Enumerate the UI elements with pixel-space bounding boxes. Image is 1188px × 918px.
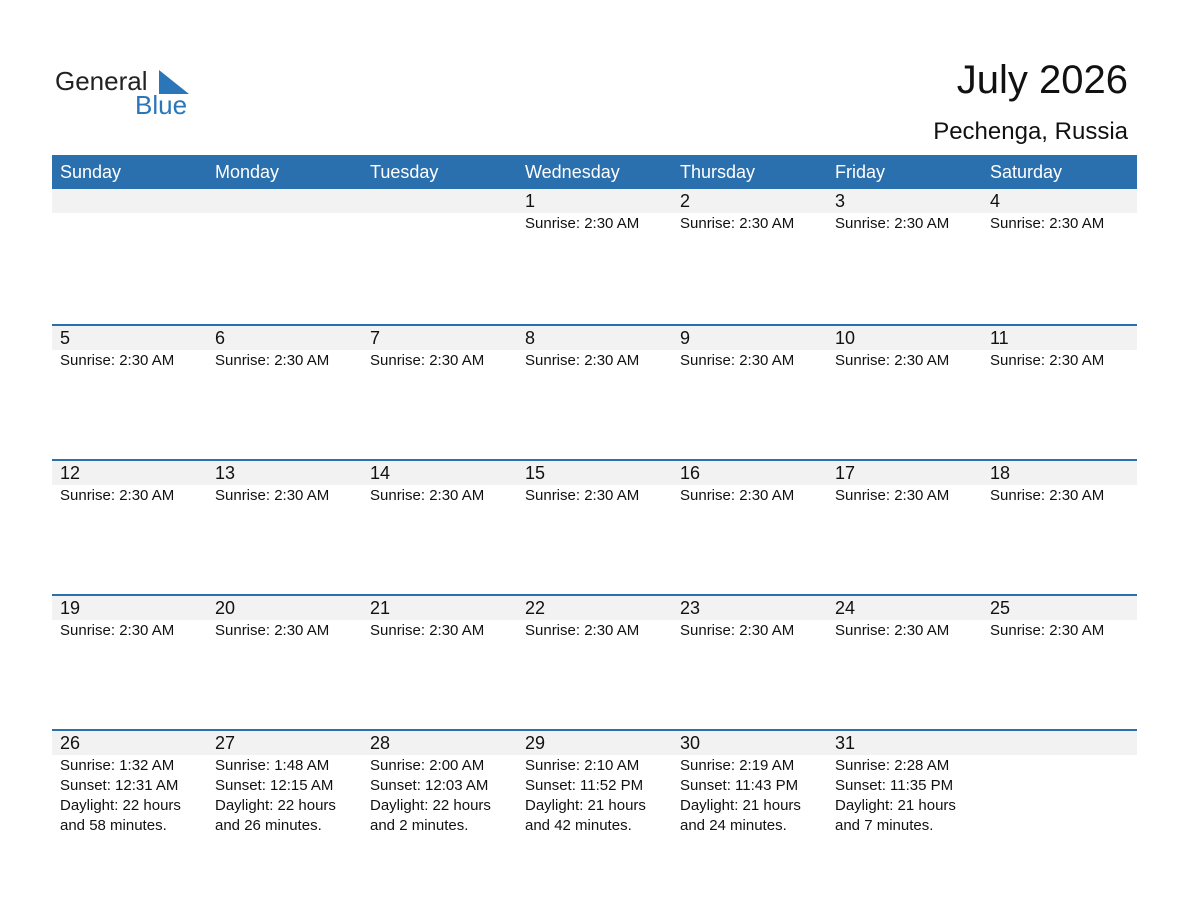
day-info-line: and 42 minutes. (525, 817, 632, 834)
day-info (990, 351, 1104, 371)
day-info-line: and 58 minutes. (60, 817, 167, 834)
day-cell (672, 324, 827, 459)
day-cell (207, 189, 362, 324)
week-row (52, 594, 1137, 729)
day-cell (362, 189, 517, 324)
day-info (525, 351, 639, 371)
day-info (525, 756, 646, 836)
day-info-line: Sunset: 12:15 AM (215, 777, 334, 794)
day-info (60, 351, 174, 371)
day-info (215, 351, 329, 371)
day-cell (52, 729, 207, 864)
day-number: 11 (990, 328, 1009, 348)
day-cell (827, 189, 982, 324)
day-number: 29 (525, 733, 546, 753)
day-info (215, 621, 329, 641)
day-info (990, 621, 1104, 641)
day-info-line: Sunrise: 2:30 AM (835, 215, 950, 232)
day-info-line: Sunrise: 2:30 AM (990, 622, 1105, 639)
day-number: 27 (215, 733, 236, 753)
day-cell (517, 459, 672, 594)
day-cell (207, 459, 362, 594)
logo-text-blue: Blue (135, 90, 188, 120)
day-cell (207, 594, 362, 729)
day-cell (982, 594, 1137, 729)
day-info (680, 214, 794, 234)
day-number: 31 (835, 733, 856, 753)
day-cell (207, 324, 362, 459)
weekday-wednesday: Wednesday (525, 162, 620, 182)
day-cell (827, 324, 982, 459)
day-info-line: Daylight: 21 hours (835, 797, 956, 814)
day-info (835, 621, 949, 641)
day-number: 7 (370, 328, 381, 348)
day-info-line: Sunrise: 2:30 AM (60, 352, 175, 369)
day-info-line: Sunrise: 2:30 AM (370, 487, 485, 504)
day-info (835, 351, 949, 371)
day-info (680, 351, 794, 371)
day-number: 3 (835, 191, 846, 211)
day-cell (517, 189, 672, 324)
day-number: 28 (370, 733, 391, 753)
day-info-line: Sunrise: 2:00 AM (370, 757, 485, 774)
day-info (215, 486, 329, 506)
day-info-line: Sunrise: 2:30 AM (215, 622, 330, 639)
day-cell (827, 594, 982, 729)
day-cell (982, 459, 1137, 594)
day-cell (52, 189, 207, 324)
day-info (215, 756, 336, 836)
day-info (835, 486, 949, 506)
day-cell (362, 729, 517, 864)
day-info-line: Sunset: 11:52 PM (525, 777, 644, 794)
day-info-line: Sunrise: 1:32 AM (60, 757, 175, 774)
day-info-line: Sunrise: 2:19 AM (680, 757, 795, 774)
day-info (835, 214, 949, 234)
weekday-header (52, 155, 1137, 189)
day-info-line: Sunrise: 2:10 AM (525, 757, 640, 774)
day-info-line: Sunset: 11:35 PM (835, 777, 954, 794)
day-info-line: and 7 minutes. (835, 817, 934, 834)
day-info-line: Sunrise: 2:30 AM (835, 622, 950, 639)
day-info-line: Daylight: 22 hours (370, 797, 491, 814)
day-info (370, 756, 491, 836)
day-info-line: Daylight: 22 hours (215, 797, 336, 814)
day-cell (982, 729, 1137, 864)
day-cell (52, 594, 207, 729)
day-cell (362, 459, 517, 594)
day-cell (827, 729, 982, 864)
location-subtitle: Pechenga, Russia (933, 118, 1128, 145)
day-info (60, 756, 181, 836)
day-cell (517, 729, 672, 864)
day-cell (672, 459, 827, 594)
day-number: 13 (215, 463, 236, 483)
day-number: 30 (680, 733, 701, 753)
day-info-line: Sunrise: 2:30 AM (525, 352, 640, 369)
day-number: 6 (215, 328, 226, 348)
day-cell (827, 459, 982, 594)
day-cell (362, 594, 517, 729)
day-cell (517, 594, 672, 729)
day-info-line: Sunrise: 2:30 AM (680, 622, 795, 639)
day-cell (672, 729, 827, 864)
day-cell (362, 324, 517, 459)
day-info-line: Sunrise: 2:30 AM (370, 622, 485, 639)
day-info-line: and 26 minutes. (215, 817, 322, 834)
day-info-line: Daylight: 21 hours (525, 797, 646, 814)
day-info (525, 621, 639, 641)
day-info-line: Sunrise: 2:30 AM (60, 487, 175, 504)
day-info (370, 351, 484, 371)
day-cell (52, 459, 207, 594)
day-info-line: Sunrise: 2:30 AM (525, 622, 640, 639)
day-info-line: Sunrise: 2:30 AM (525, 487, 640, 504)
day-number: 26 (60, 733, 81, 753)
day-number: 5 (60, 328, 71, 348)
day-info-line: Sunrise: 1:48 AM (215, 757, 330, 774)
day-info-line: Sunset: 12:31 AM (60, 777, 179, 794)
day-info-line: Sunrise: 2:30 AM (835, 487, 950, 504)
day-info-line: Sunrise: 2:30 AM (680, 215, 795, 232)
day-info-line: Daylight: 22 hours (60, 797, 181, 814)
day-info (370, 486, 484, 506)
day-cell (672, 189, 827, 324)
day-cell (207, 729, 362, 864)
day-cell (982, 324, 1137, 459)
day-number: 20 (215, 598, 236, 618)
day-info (680, 756, 801, 836)
day-info (60, 486, 174, 506)
day-cell (982, 189, 1137, 324)
day-info (835, 756, 956, 836)
day-info-line: Sunrise: 2:30 AM (990, 487, 1105, 504)
day-info-line: Sunset: 11:43 PM (680, 777, 799, 794)
day-info-line: Sunrise: 2:30 AM (525, 215, 640, 232)
day-number: 17 (835, 463, 856, 483)
logo (55, 66, 205, 120)
day-info (990, 214, 1104, 234)
day-info (680, 486, 794, 506)
day-cell (672, 594, 827, 729)
day-number: 24 (835, 598, 856, 618)
day-number: 14 (370, 463, 391, 483)
day-info-line: Sunrise: 2:30 AM (680, 352, 795, 369)
day-number: 10 (835, 328, 856, 348)
day-number: 12 (60, 463, 81, 483)
day-info-line: Sunrise: 2:30 AM (370, 352, 485, 369)
weekday-thursday: Thursday (680, 162, 756, 182)
day-number: 9 (680, 328, 691, 348)
day-number: 1 (525, 191, 536, 211)
day-number: 8 (525, 328, 536, 348)
weekday-tuesday: Tuesday (370, 162, 439, 182)
day-info-line: Sunrise: 2:30 AM (215, 352, 330, 369)
week-row (52, 324, 1137, 459)
day-info (60, 621, 174, 641)
day-info-line: Sunrise: 2:28 AM (835, 757, 950, 774)
day-number: 2 (680, 191, 691, 211)
week-row (52, 189, 1137, 324)
day-cell (517, 324, 672, 459)
day-info-line: and 24 minutes. (680, 817, 787, 834)
page-title: July 2026 (956, 58, 1128, 102)
weekday-friday: Friday (835, 162, 886, 182)
day-info-line: Sunrise: 2:30 AM (990, 352, 1105, 369)
day-info-line: Sunset: 12:03 AM (370, 777, 489, 794)
day-info-line: Sunrise: 2:30 AM (990, 215, 1105, 232)
weekday-sunday: Sunday (60, 162, 122, 182)
day-info (525, 214, 639, 234)
day-number: 18 (990, 463, 1011, 483)
day-number: 22 (525, 598, 546, 618)
day-info (990, 486, 1104, 506)
week-row (52, 729, 1137, 864)
day-number: 4 (990, 191, 1001, 211)
day-info (525, 486, 639, 506)
day-info-line: Daylight: 21 hours (680, 797, 801, 814)
day-number: 23 (680, 598, 701, 618)
day-info (370, 621, 484, 641)
day-number: 25 (990, 598, 1011, 618)
day-info (680, 621, 794, 641)
day-cell (52, 324, 207, 459)
weekday-monday: Monday (215, 162, 280, 182)
day-number: 15 (525, 463, 546, 483)
day-info-line: Sunrise: 2:30 AM (60, 622, 175, 639)
day-info-line: and 2 minutes. (370, 817, 469, 834)
logo-text-general: General (55, 66, 148, 96)
day-info-line: Sunrise: 2:30 AM (835, 352, 950, 369)
day-number: 21 (370, 598, 391, 618)
day-number: 16 (680, 463, 701, 483)
day-number: 19 (60, 598, 81, 618)
day-info-line: Sunrise: 2:30 AM (215, 487, 330, 504)
weekday-saturday: Saturday (990, 162, 1063, 182)
day-info-line: Sunrise: 2:30 AM (680, 487, 795, 504)
week-row (52, 459, 1137, 594)
